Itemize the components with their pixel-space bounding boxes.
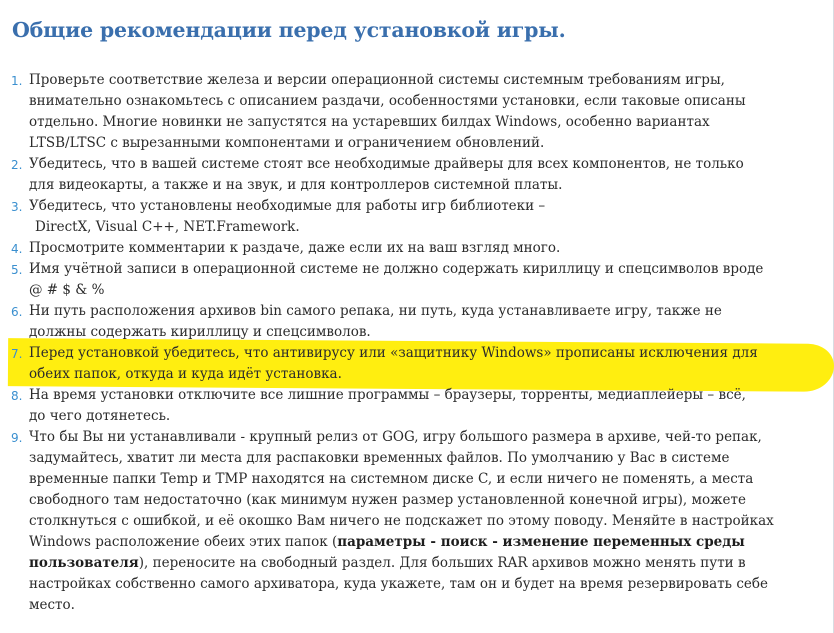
item-line: @ # $ & % xyxy=(29,282,105,298)
list-item-1 xyxy=(0,70,834,154)
item-number: 5. xyxy=(11,263,23,277)
list-item-2 xyxy=(0,154,834,196)
item-number: 3. xyxy=(11,200,23,214)
item-number: 2. xyxy=(11,158,23,172)
item-number: 6. xyxy=(11,305,23,319)
bold-path-text: пользователя xyxy=(29,555,139,571)
item-line: Убедитесь, что установлены необходимые для работы игр библиотеки – xyxy=(29,198,546,214)
list-item-7 xyxy=(0,343,834,385)
item-line: LTSB/LTSC с вырезанными компонентами и ограничением обновлений. xyxy=(29,135,545,151)
item-line: Что бы Вы ни устанавливали - крупный релиз от GOG, игру большого размера в архиве, чей-то репак, xyxy=(29,429,762,445)
item-line: для видеокарты, а также и на звук, и для контроллеров системной платы. xyxy=(29,177,563,193)
item-number: 9. xyxy=(11,431,23,445)
item-line-mixed xyxy=(29,553,816,574)
item-number: 1. xyxy=(11,74,23,88)
list-item-9 xyxy=(0,427,834,616)
item-line: внимательно ознакомьтесь с описанием раздачи, особенностями установки, если таковые описаны xyxy=(29,93,746,109)
item-line: Просмотрите комментарии к раздаче, даже если их на ваш взгляд много. xyxy=(29,240,561,256)
item-line: отдельно. Многие новинки не запустятся на устаревших билдах Windows, особенно вариантах xyxy=(29,114,710,130)
bold-path-text: параметры - поиск - изменение переменных среды xyxy=(337,534,745,550)
item-number: 7. xyxy=(11,347,23,361)
item-line: На время установки отключите все лишние программы – браузеры, торренты, медиаплейеры – всё, xyxy=(29,387,746,403)
item-line: Убедитесь, что в вашей системе стоят все необходимые драйверы для всех компонентов, не только xyxy=(29,156,744,172)
list-item-4 xyxy=(0,238,834,259)
item-line: до чего дотянетесь. xyxy=(29,408,171,424)
text-run: Windows расположение обеих этих папок ( xyxy=(29,534,338,550)
item-line: обеих папок, откуда и куда идёт установка. xyxy=(29,366,342,382)
item-line: временные папки Temp и TMP находятся на системном диске C, и если ничего не поменять, а места xyxy=(29,471,754,487)
item-number: 8. xyxy=(11,389,23,403)
list-item-5 xyxy=(0,259,834,301)
item-line: Имя учётной записи в операционной системе не должно содержать кириллицу и спецсимволов вроде xyxy=(29,261,764,277)
item-line: Проверьте соответствие железа и версии операционной системы системным требованиям игры, xyxy=(29,72,725,88)
list-item-8 xyxy=(0,385,834,427)
item-line: Ни путь расположения архивов bin самого репака, ни путь, куда устанавливаете игру, также не xyxy=(29,303,722,319)
item-number: 4. xyxy=(11,242,23,256)
list-item-3 xyxy=(0,196,834,238)
item-line: задумайтесь, хватит ли места для распаковки временных файлов. По умолчанию у Вас в системе xyxy=(29,450,730,466)
item-line: настройках собственно самого архиватора, куда укажете, там он и будет на время резервировать себе xyxy=(29,576,768,592)
page-title: Общие рекомендации перед установкой игры. xyxy=(12,18,566,42)
text-run: ), переносите на свободный раздел. Для больших RAR архивов можно менять пути в xyxy=(138,555,746,571)
item-line: DirectX, Visual C++, NET.Framework. xyxy=(35,219,300,235)
item-line: Перед установкой убедитесь, что антивирусу или «защитнику Windows» прописаны исключения для xyxy=(29,345,758,361)
item-line: столкнуться с ошибкой, и её окошко Вам ничего не подскажет по этому поводу. Меняйте в настройках xyxy=(29,513,774,529)
item-line: свободного там недостаточно (как минимум нужен размер установленной конечной игры), можете xyxy=(29,492,746,508)
item-line: место. xyxy=(29,597,75,613)
list-item-6 xyxy=(0,301,834,343)
item-line-mixed xyxy=(29,532,816,553)
item-line: должны содержать кириллицу и спецсимволов. xyxy=(29,324,371,340)
recommendations-list xyxy=(0,70,834,616)
